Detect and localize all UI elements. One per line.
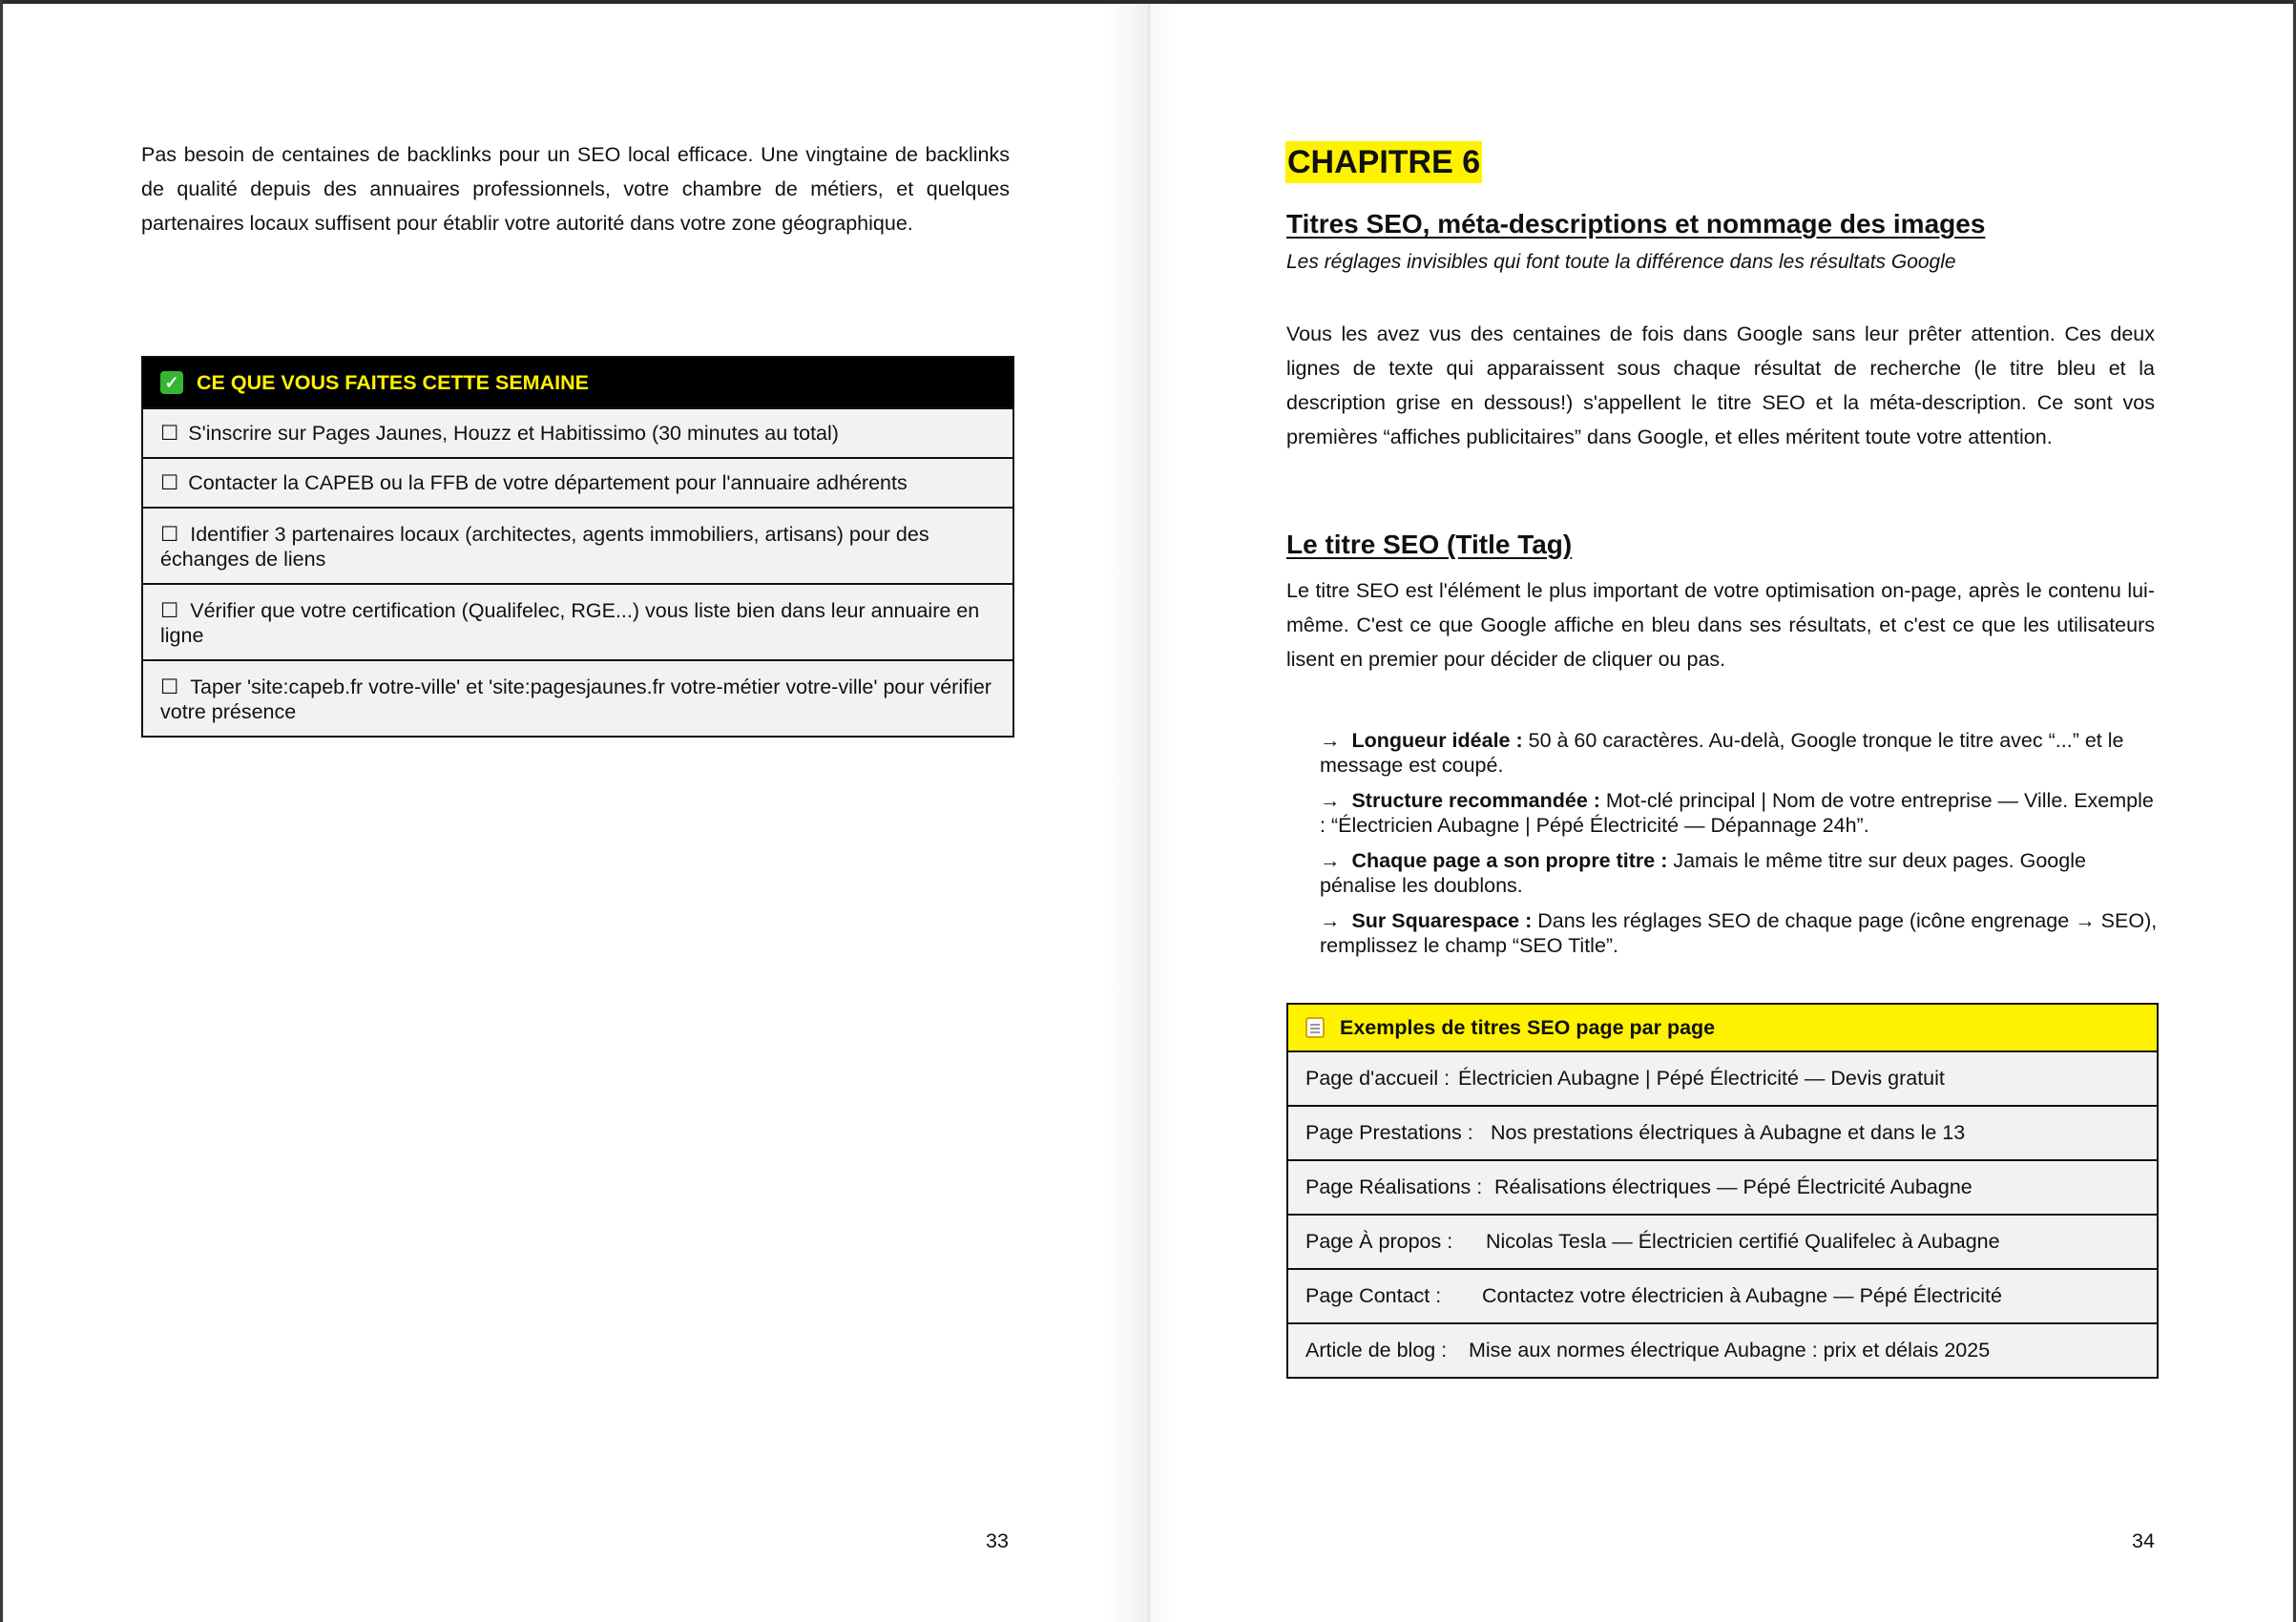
table-row (1288, 1322, 2157, 1377)
checklist-item-body: Taper 'site:capeb.fr votre-ville' et 'site:pagesjaunes.fr votre-métier votre-ville' pour vérifier votre présence (160, 676, 991, 723)
checklist-item-text: Contacter la CAPEB ou la FFB de votre département pour l'annuaire adhérents (188, 471, 908, 494)
checklist-item-text (160, 598, 995, 648)
bullet-text: Jamais le même titre sur deux pages. Google pénalise les doublons. (1320, 849, 2086, 897)
page-spine-shadow (1107, 4, 1150, 1622)
row-label: Page Prestations : (1305, 1121, 1473, 1144)
weekly-checklist (141, 356, 1014, 738)
arrow-icon: → (1320, 789, 1341, 812)
chapter-label: CHAPITRE 6 (1285, 141, 1482, 183)
table-row (1288, 1214, 2157, 1268)
row-value: Contactez votre électricien à Aubagne — Pépé Électricité (1482, 1284, 2002, 1307)
row-value: Mise aux normes électrique Aubagne : prix et délais 2025 (1469, 1339, 1991, 1362)
page-number-left: 33 (986, 1529, 1009, 1552)
checklist-item-text (160, 675, 995, 724)
list-item (1320, 908, 2160, 958)
check-mark-icon: ✓ (160, 371, 183, 394)
checkbox-icon[interactable]: ☐ (160, 422, 179, 445)
right-intro-paragraph: Vous les avez vus des centaines de fois dans Google sans leur prêter attention. Ces deux lignes de texte qui apparaissent sous chaque résultat de recherche (le titre bleu et la description grise en dessous!) s'appellent le titre SEO et la méta-description. Ce sont vos premières “affiches publicitaires” dans Google, et elles méritent toute votre attention. (1286, 322, 2155, 448)
checklist-item-text (160, 522, 995, 572)
checklist-item (143, 659, 1012, 736)
row-label: Article de blog : (1305, 1339, 1448, 1362)
page-33 (3, 4, 1145, 1622)
seo-title-examples-table (1286, 1003, 2159, 1379)
row-value: Réalisations électriques — Pépé Électricité Aubagne (1494, 1175, 1972, 1198)
bullet-text: Mot-clé principal | Nom de votre entreprise — Ville. Exemple : “Électricien Aubagne | Pépé Électricité — Dépannage 24h”. (1320, 789, 2154, 837)
chapter-heading: Titres SEO, méta-descriptions et nommage des images (1286, 209, 1986, 239)
checkbox-icon[interactable]: ☐ (160, 471, 179, 494)
title-tag-paragraph: Le titre SEO est l'élément le plus important de votre optimisation on-page, après le contenu lui-même. C'est ce que Google affiche en bleu dans ses résultats, et c'est ce que les utilisateurs lisent en premier pour décider de cliquer ou pas. (1286, 579, 2155, 671)
checklist-item (143, 507, 1012, 583)
row-label: Page d'accueil : (1305, 1067, 1451, 1090)
row-value: Nicolas Tesla — Électricien certifié Qualifelec à Aubagne (1486, 1230, 2000, 1253)
left-intro-paragraph: Pas besoin de centaines de backlinks pour un SEO local efficace. Une vingtaine de backlinks de qualité depuis des annuaires professionnels, votre chambre de métiers, et quelques partenaires locaux suffisent pour établir votre autorité dans votre zone géographique. (141, 143, 1010, 235)
checklist-item-text: S'inscrire sur Pages Jaunes, Houzz et Habitissimo (30 minutes au total) (188, 422, 839, 445)
table-row (1288, 1050, 2157, 1105)
page-number-right: 34 (2132, 1529, 2155, 1552)
row-label: Page À propos : (1305, 1230, 1453, 1253)
checklist-item (143, 583, 1012, 659)
arrow-icon: → (1320, 909, 1341, 932)
checkbox-icon[interactable]: ☐ (160, 676, 179, 698)
table-row (1288, 1268, 2157, 1322)
list-item (1320, 728, 2160, 778)
bullet-label: Chaque page a son propre titre : (1351, 849, 1668, 872)
section-heading-title-tag: Le titre SEO (Title Tag) (1286, 530, 1573, 559)
table-row (1288, 1159, 2157, 1214)
row-label: Page Réalisations : (1305, 1175, 1483, 1198)
arrow-icon: → (1320, 729, 1341, 752)
checklist-item-body: Identifier 3 partenaires locaux (architectes, agents immobiliers, artisans) pour des échanges de liens (160, 523, 929, 571)
list-item (1320, 788, 2160, 838)
examples-title: Exemples de titres SEO page par page (1340, 1015, 1716, 1039)
bullet-label: Structure recommandée : (1351, 789, 1600, 812)
list-item (1320, 848, 2160, 898)
memo-icon (1305, 1017, 1325, 1038)
checklist-header (143, 358, 1012, 407)
bullet-label: Sur Squarespace : (1351, 909, 1533, 932)
checkbox-icon[interactable]: ☐ (160, 599, 179, 622)
row-value: Nos prestations électriques à Aubagne et dans le 13 (1491, 1121, 1966, 1144)
checklist-item-body: Vérifier que votre certification (Qualifelec, RGE...) vous liste bien dans leur annuaire en ligne (160, 599, 980, 647)
row-value: Électricien Aubagne | Pépé Électricité — Devis gratuit (1458, 1067, 1945, 1090)
table-row (1288, 1105, 2157, 1159)
checklist-title: CE QUE VOUS FAITES CETTE SEMAINE (197, 370, 589, 394)
bullet-text: 50 à 60 caractères. Au-delà, Google tronque le titre avec “...” et le message est coupé. (1320, 729, 2124, 777)
title-tips-list (1320, 728, 2160, 968)
chapter-subtitle: Les réglages invisibles qui font toute la différence dans les résultats Google (1286, 251, 1956, 273)
examples-header (1288, 1005, 2157, 1050)
checkbox-icon[interactable]: ☐ (160, 523, 179, 546)
row-label: Page Contact : (1305, 1284, 1442, 1307)
bullet-label: Longueur idéale : (1351, 729, 1523, 752)
bullet-text: Dans les réglages SEO de chaque page (icône engrenage → SEO), remplissez le champ “SEO Title”. (1320, 909, 2158, 957)
checklist-item (143, 407, 1012, 457)
checklist-item (143, 457, 1012, 507)
arrow-icon: → (1320, 849, 1341, 872)
